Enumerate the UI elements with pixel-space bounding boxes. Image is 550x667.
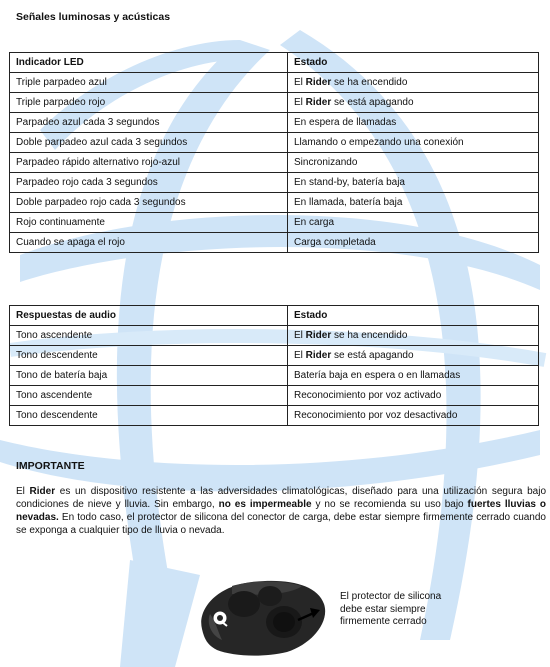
state-cell: Reconocimiento por voz activado <box>288 386 539 406</box>
indicator-cell: Tono de batería baja <box>10 366 288 386</box>
state-cell: En stand-by, batería baja <box>288 173 539 193</box>
intercom-device-image <box>192 574 332 659</box>
indicator-cell: Tono descendente <box>10 346 288 366</box>
state-cell: Sincronizando <box>288 153 539 173</box>
important-title: IMPORTANTE <box>16 460 85 472</box>
caption-line: firmemente cerrado <box>340 616 427 627</box>
table-row <box>10 193 539 213</box>
led-indicator-table <box>9 52 539 253</box>
indicator-cell: Doble parpadeo azul cada 3 segundos <box>10 133 288 153</box>
table-row <box>10 406 539 426</box>
table-header-row <box>10 53 539 73</box>
caption-line: El protector de silicona <box>340 591 442 602</box>
state-cell: En llamada, batería baja <box>288 193 539 213</box>
table-row <box>10 386 539 406</box>
state-cell: En espera de llamadas <box>288 113 539 133</box>
table-row <box>10 366 539 386</box>
table-row <box>10 213 539 233</box>
state-cell: Carga completada <box>288 233 539 253</box>
state-cell: El Rider se está apagando <box>288 93 539 113</box>
state-cell: Batería baja en espera o en llamadas <box>288 366 539 386</box>
indicator-cell: Tono ascendente <box>10 386 288 406</box>
table-header-row <box>10 306 539 326</box>
caption-line: debe estar siempre <box>340 603 426 615</box>
table-row <box>10 93 539 113</box>
indicator-cell: Triple parpadeo rojo <box>10 93 288 113</box>
column-header-state: Estado <box>288 306 539 326</box>
important-paragraph: El Rider es un dispositivo resistente a las adversidades climatológicas, diseñado para una utilización segura bajo condiciones de nieve y lluvia. Sin embargo, no es impermeable y no se recomienda su uso bajo fuertes lluvias o nevadas. En todo caso, el protector de silicona del conector de carga, debe estar siempre firmemente cerrado cuando se exponga a cualquier tipo de lluvia o nevada. <box>16 486 547 536</box>
table-row <box>10 73 539 93</box>
audio-response-table <box>9 305 539 426</box>
table-row <box>10 153 539 173</box>
indicator-cell: Tono ascendente <box>10 326 288 346</box>
state-cell: El Rider se está apagando <box>288 346 539 366</box>
table-row <box>10 233 539 253</box>
state-cell: En carga <box>288 213 539 233</box>
table-row <box>10 326 539 346</box>
indicator-cell: Tono descendente <box>10 406 288 426</box>
indicator-cell: Parpadeo rápido alternativo rojo-azul <box>10 153 288 173</box>
state-cell: Reconocimiento por voz desactivado <box>288 406 539 426</box>
indicator-cell: Rojo continuamente <box>10 213 288 233</box>
indicator-cell: Doble parpadeo rojo cada 3 segundos <box>10 193 288 213</box>
state-cell: Llamando o empezando una conexión <box>288 133 539 153</box>
table-row <box>10 173 539 193</box>
table-row <box>10 113 539 133</box>
state-cell: El Rider se ha encendido <box>288 73 539 93</box>
indicator-cell: Parpadeo azul cada 3 segundos <box>10 113 288 133</box>
column-header-indicator: Indicador LED <box>10 53 288 73</box>
table-row <box>10 346 539 366</box>
indicator-cell: Triple parpadeo azul <box>10 73 288 93</box>
column-header-audio: Respuestas de audio <box>10 306 288 326</box>
indicator-cell: Cuando se apaga el rojo <box>10 233 288 253</box>
column-header-state: Estado <box>288 53 539 73</box>
table-row <box>10 133 539 153</box>
device-caption <box>340 591 441 629</box>
state-cell: El Rider se ha encendido <box>288 326 539 346</box>
page-heading: Señales luminosas y acústicas <box>16 11 171 23</box>
indicator-cell: Parpadeo rojo cada 3 segundos <box>10 173 288 193</box>
